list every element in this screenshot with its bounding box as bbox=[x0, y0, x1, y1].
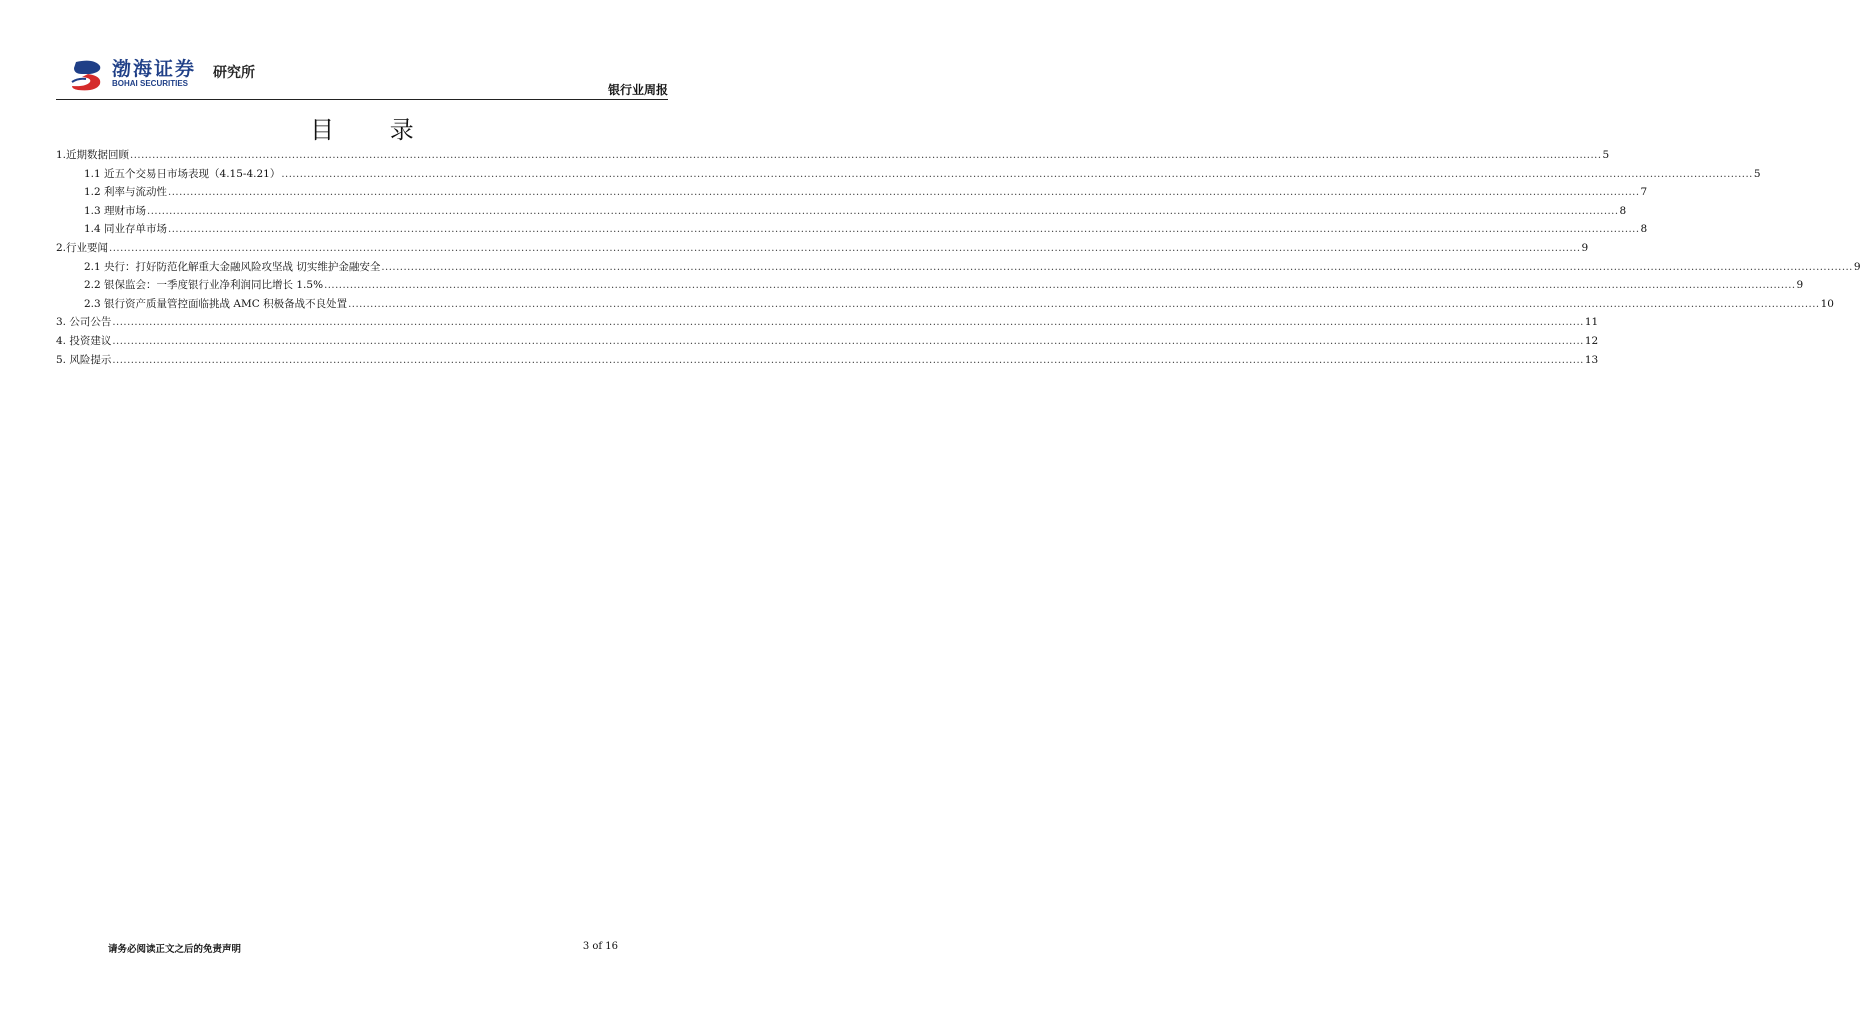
toc-entry-page: 7 bbox=[1640, 186, 1648, 199]
toc-leader-dots: ................................................................................................................................................................................................................................................................................................................................................................................................................ bbox=[147, 205, 1619, 217]
toc-leader-dots: ................................................................................................................................................................................................................................................................................................................................................................................................................ bbox=[112, 335, 1584, 347]
page-header bbox=[56, 52, 668, 100]
toc-entry-label: 1.4 同业存单市场 bbox=[84, 223, 168, 236]
toc-entry-label: 1.1 近五个交易日市场表现（4.15-4.21） bbox=[84, 167, 281, 180]
toc-entry-label: 2.行业要闻 bbox=[56, 241, 109, 254]
logo-department: 研究所 bbox=[213, 65, 255, 81]
report-type: 银行业周报 bbox=[607, 83, 668, 97]
toc-entry-page: 5 bbox=[1753, 167, 1761, 180]
toc-entry-label: 4. 投资建议 bbox=[56, 334, 112, 347]
toc-entry[interactable] bbox=[56, 332, 1599, 351]
footer-disclaimer: 请务必阅读正文之后的免责声明 bbox=[108, 944, 242, 955]
toc-entry[interactable] bbox=[56, 183, 1648, 202]
toc-entry-label: 3. 公司公告 bbox=[56, 316, 112, 329]
toc-entry-label: 2.2 银保监会：一季度银行业净利润同比增长 1.5% bbox=[84, 279, 324, 292]
toc-entry-label: 2.1 央行：打好防范化解重大金融风险攻坚战 切实维护金融安全 bbox=[84, 260, 381, 273]
toc-leader-dots: ................................................................................................................................................................................................................................................................................................................................................................................................................ bbox=[168, 224, 1640, 236]
toc-entry[interactable] bbox=[56, 165, 1761, 184]
toc-leader-dots: ................................................................................................................................................................................................................................................................................................................................................................................................................ bbox=[281, 168, 1753, 180]
toc-entry-label: 1.3 理财市场 bbox=[84, 204, 147, 217]
toc-entry-page: 9 bbox=[1796, 279, 1804, 292]
footer-page-number: 3 of 16 bbox=[582, 941, 618, 952]
toc-entry[interactable] bbox=[56, 146, 1610, 165]
toc-leader-dots: ................................................................................................................................................................................................................................................................................................................................................................................................................ bbox=[112, 354, 1584, 366]
bohai-swirl-logo-icon bbox=[68, 56, 106, 94]
toc-leader-dots: ................................................................................................................................................................................................................................................................................................................................................................................................................ bbox=[130, 150, 1602, 161]
toc-entry[interactable] bbox=[56, 239, 1589, 258]
toc-entry-page: 8 bbox=[1640, 223, 1648, 236]
toc-entry[interactable] bbox=[56, 220, 1648, 239]
toc-entry-label: 5. 风险提示 bbox=[56, 353, 112, 366]
toc-entry-label: 1.近期数据回顾 bbox=[56, 149, 130, 161]
company-logo bbox=[68, 52, 258, 96]
toc-entry-page: 11 bbox=[1584, 316, 1599, 329]
logo-english-name: BOHAI SECURITIES bbox=[112, 79, 189, 88]
toc-leader-dots: ................................................................................................................................................................................................................................................................................................................................................................................................................ bbox=[112, 317, 1584, 329]
toc-entry[interactable] bbox=[56, 313, 1599, 332]
toc-leader-dots: ................................................................................................................................................................................................................................................................................................................................................................................................................ bbox=[324, 280, 1796, 292]
toc-leader-dots: ................................................................................................................................................................................................................................................................................................................................................................................................................ bbox=[168, 187, 1640, 199]
toc-entry-page: 9 bbox=[1853, 260, 1861, 273]
toc-entry-page: 5 bbox=[1602, 149, 1610, 161]
toc-leader-dots: ................................................................................................................................................................................................................................................................................................................................................................................................................ bbox=[381, 261, 1853, 273]
table-of-contents bbox=[56, 146, 1861, 369]
toc-entry-label: 2.3 银行资产质量管控面临挑战 AMC 积极备战不良处置 bbox=[84, 297, 348, 310]
toc-entry-page: 13 bbox=[1584, 353, 1599, 366]
toc-entry-page: 10 bbox=[1820, 297, 1834, 310]
toc-entry-page: 9 bbox=[1581, 241, 1589, 254]
toc-entry[interactable] bbox=[56, 295, 1834, 314]
toc-title: 目 录 bbox=[310, 116, 438, 144]
toc-entry[interactable] bbox=[56, 276, 1804, 295]
logo-chinese-name: 渤海证券 bbox=[112, 58, 197, 80]
toc-leader-dots: ................................................................................................................................................................................................................................................................................................................................................................................................................ bbox=[348, 298, 1820, 310]
toc-entry[interactable] bbox=[56, 351, 1599, 370]
toc-entry[interactable] bbox=[56, 202, 1627, 221]
toc-entry-label: 1.2 利率与流动性 bbox=[84, 186, 168, 199]
toc-leader-dots: ................................................................................................................................................................................................................................................................................................................................................................................................................ bbox=[109, 242, 1581, 254]
toc-entry-page: 12 bbox=[1584, 334, 1599, 347]
toc-entry[interactable] bbox=[56, 258, 1861, 277]
header-divider bbox=[56, 99, 668, 100]
page-footer bbox=[108, 941, 618, 957]
toc-entry-page: 8 bbox=[1619, 204, 1627, 217]
